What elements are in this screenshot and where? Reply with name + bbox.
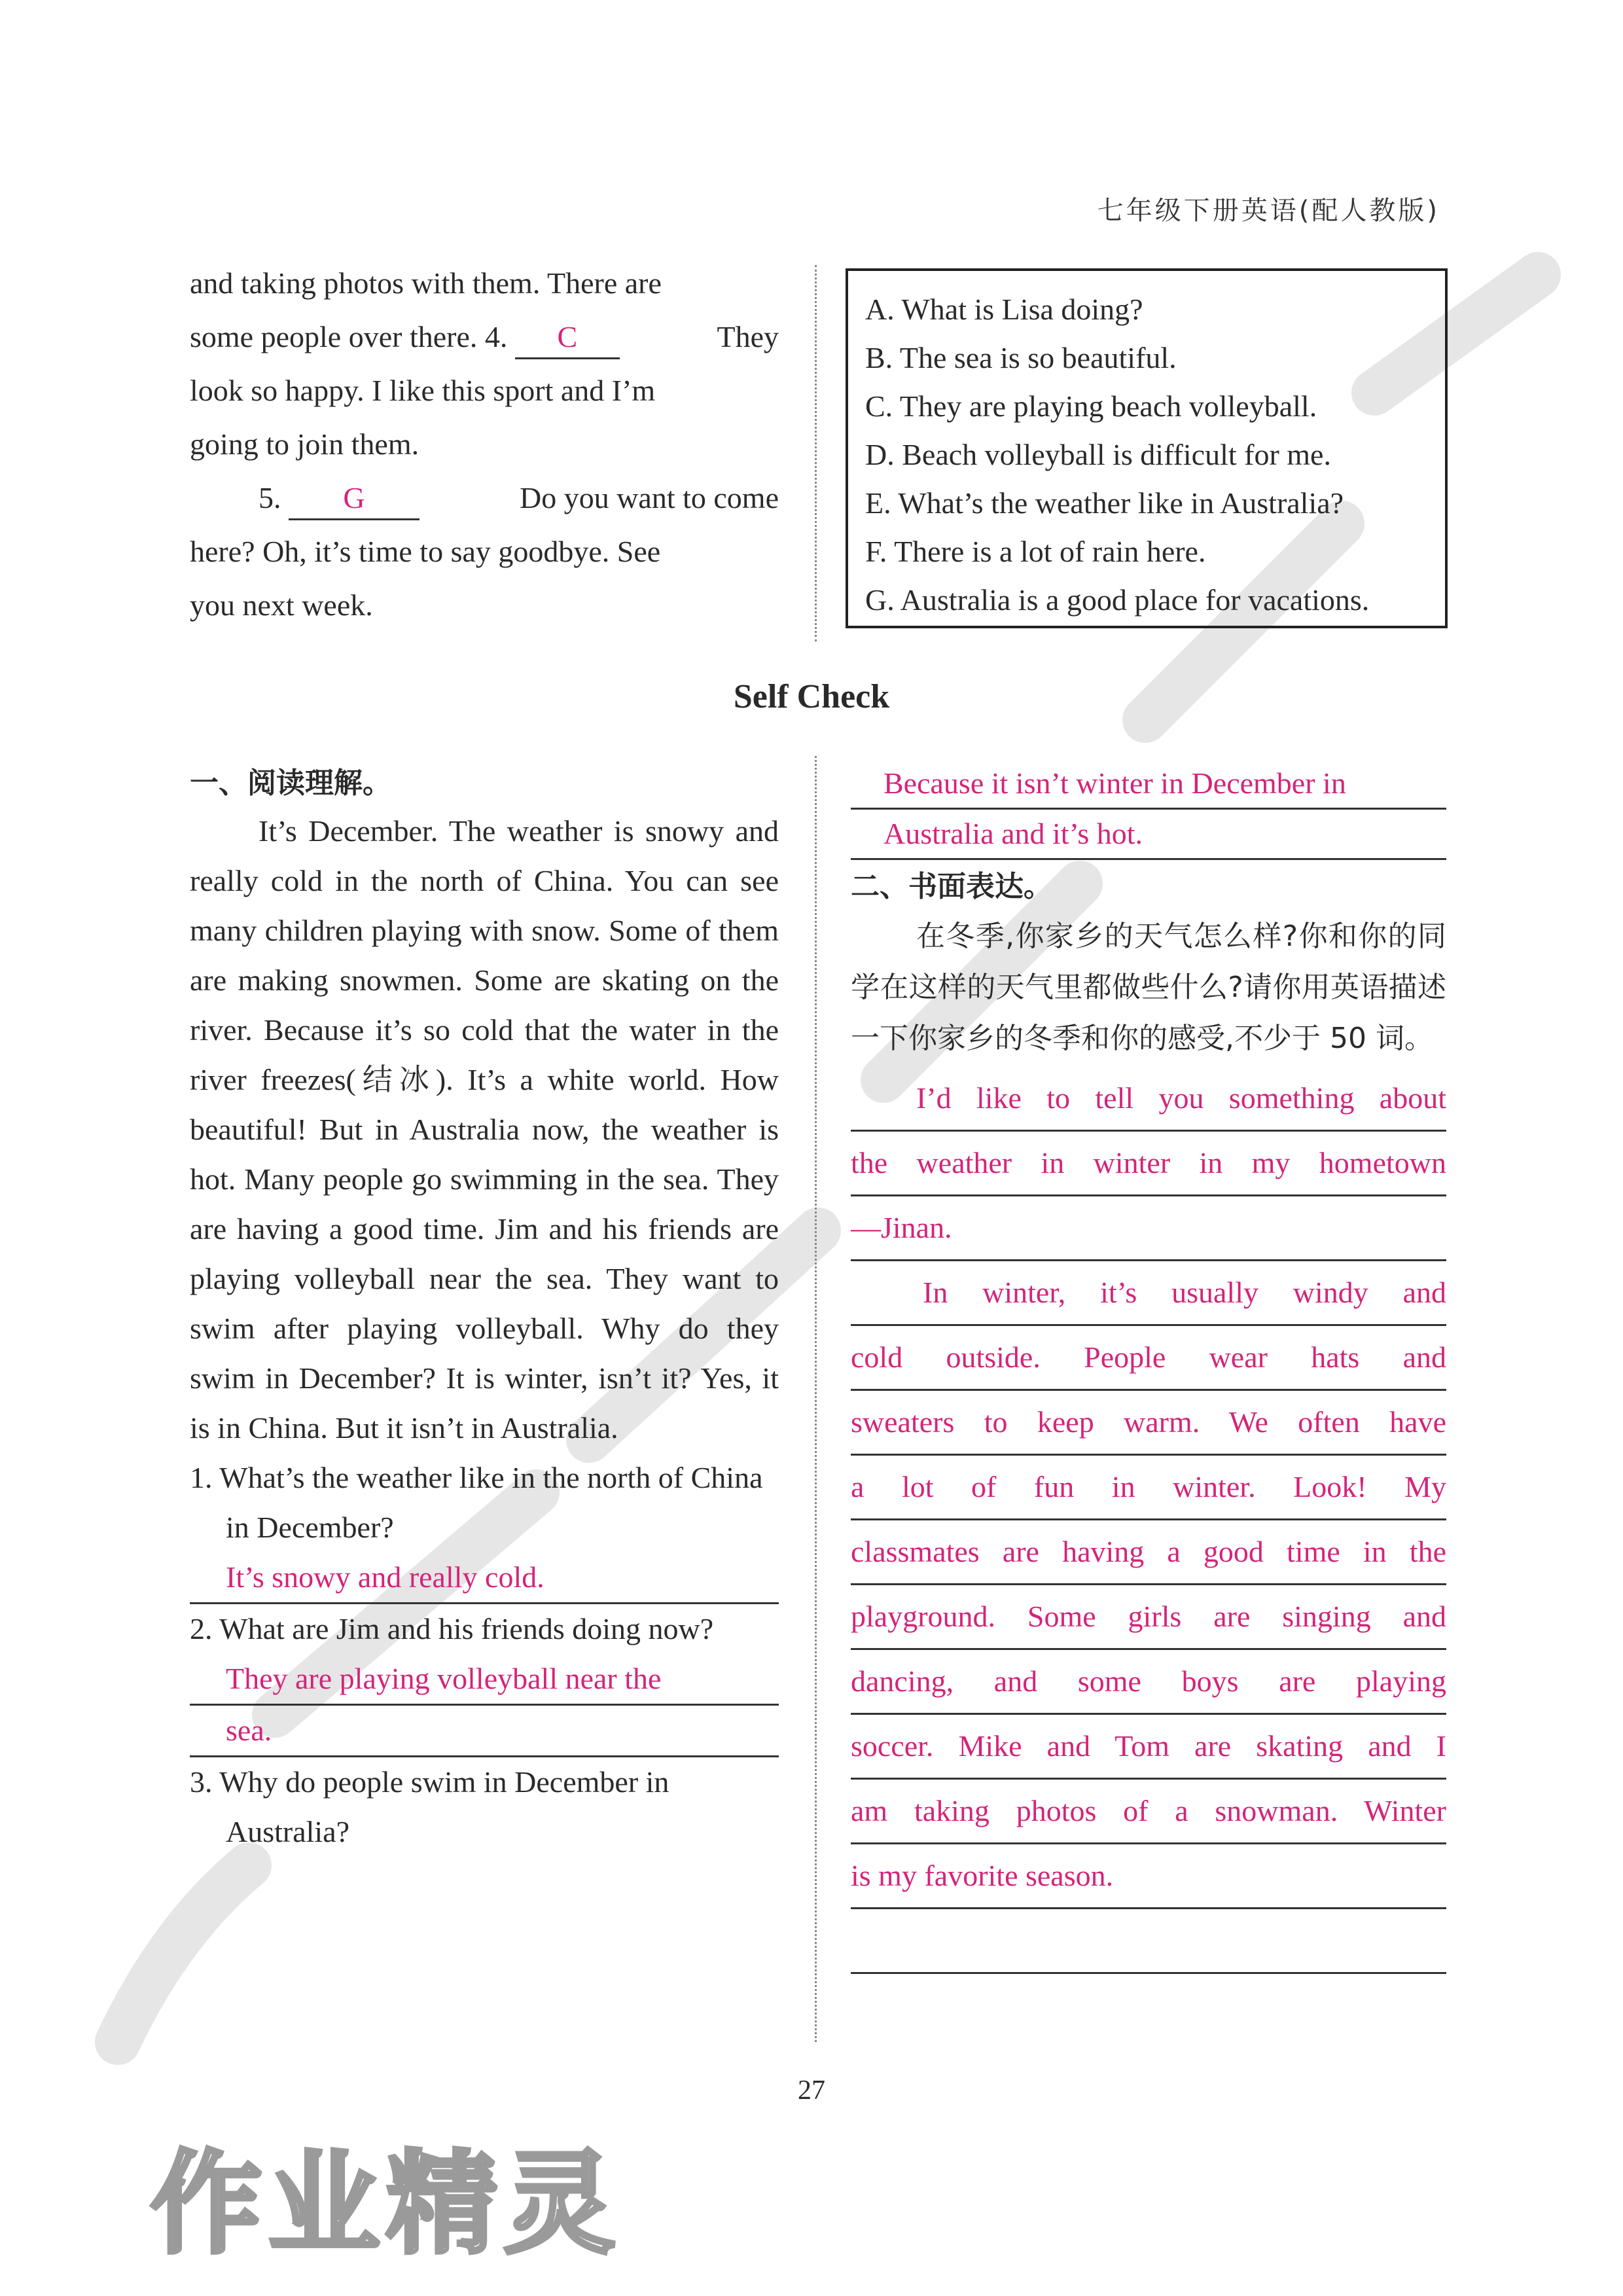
writing-line: is my favorite season. [851,1844,1446,1909]
passage-continuation [190,257,779,632]
page-number: 27 [798,2075,825,2106]
option-g: G. Australia is a good place for vacations. [865,583,1370,617]
writing-line: a lot of fun in winter. Look! My [851,1456,1446,1520]
right-column [851,759,1446,1974]
answer-1: It’s snowy and really cold. [190,1552,779,1604]
writing-prompt: 在冬季,你家乡的天气怎么样?你和你的同学在这样的天气里都做些什么?请你用英语描述一下你家乡的冬季和你的感受,不少于 50 词。 [851,920,1446,1055]
reading-passage [190,806,779,1453]
passage-line: going to join them. [190,427,419,461]
question-1: 1. What’s the weather like in the north of China in December? [190,1461,763,1544]
writing-line: playground. Some girls are singing and [851,1585,1446,1650]
writing-line: classmates are having a good time in the [851,1520,1446,1585]
writing-heading: 二、书面表达。 [851,870,1052,903]
writing-line: dancing, and some boys are playing [851,1650,1446,1715]
writing-line: cold outside. People wear hats and [851,1326,1446,1391]
book-title-header: 七年级下册英语(配人教版) [1097,196,1440,226]
passage-line: some people over there. 4. C They [190,310,779,364]
passage-line: you next week. [190,588,373,622]
writing-line: In winter, it’s usually windy and [851,1261,1446,1326]
writing-line: I’d like to tell you something about [851,1067,1446,1132]
answer-2-line-1: They are playing volleyball near the [190,1654,779,1706]
option-b: B. The sea is so beautiful. [865,341,1177,374]
watermark-logo: 作业精灵 [151,2140,622,2269]
writing-line: sweaters to keep warm. We often have [851,1391,1446,1456]
option-c: C. They are playing beach volleyball. [865,389,1317,423]
option-d: D. Beach volleyball is difficult for me. [865,438,1331,471]
section-title: Self Check [733,678,890,715]
writing-line: soccer. Mike and Tom are skating and I [851,1715,1446,1780]
passage-line: look so happy. I like this sport and I’m [190,374,656,407]
answer-blank-5: G [289,478,419,520]
answer-3-line-2: Australia and it’s hot. [851,810,1446,860]
reading-heading: 一、阅读理解。 [190,766,391,800]
option-a: A. What is Lisa doing? [865,293,1143,326]
writing-answer [851,1067,1446,1974]
writing-line: the weather in winter in my hometown [851,1132,1446,1196]
column-divider [815,756,817,2042]
option-f: F. There is a lot of rain here. [865,535,1206,568]
writing-line-empty [851,1909,1446,1974]
reading-section [190,761,779,1857]
answer-3-line-1: Because it isn’t winter in December in [851,759,1446,810]
answer-2-line-2: sea. [190,1706,779,1757]
passage-line: and taking photos with them. There are [190,266,662,300]
options-box [846,268,1448,628]
passage-text: It’s December. The weather is snowy and really cold in the north of China. You can see many children playing with snow. Some of them are making snowmen. Some are skating on the river. Because it’s so cold that the water in the river freezes(结冰). It’s a white world. How beautiful! But in Australia now, the weather is hot. Many people go swimming in the sea. They are having a good time. Jim and his friends are playing volleyball near the sea. They want to swim after playing volleyball. Why do they swim in December? It is winter, isn’t it? Yes, it is in China. But it isn’t in Australia. [190,814,779,1444]
question-2: 2. What are Jim and his friends doing now? [190,1612,714,1645]
column-divider [815,265,817,641]
passage-line: 5. G Do you want to come [190,471,779,525]
passage-line: here? Oh, it’s time to say goodbye. See [190,535,661,568]
question-3: 3. Why do people swim in December in Australia? [190,1765,669,1848]
option-e: E. What’s the weather like in Australia? [865,486,1344,520]
answer-blank-4: C [515,317,620,359]
writing-line: am taking photos of a snowman. Winter [851,1780,1446,1844]
writing-line: —Jinan. [851,1196,1446,1261]
